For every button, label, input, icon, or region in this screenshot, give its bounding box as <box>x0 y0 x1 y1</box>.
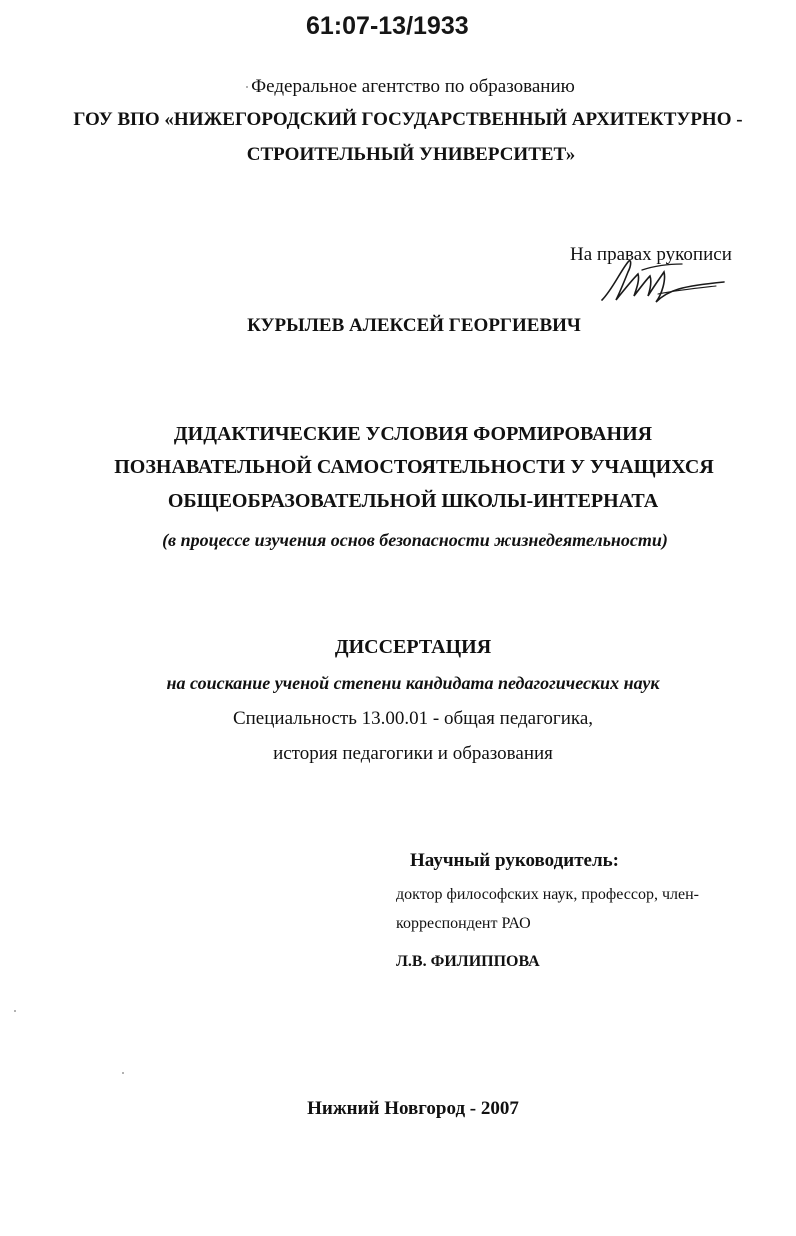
degree-statement: на соискание ученой степени кандидата педагогических наук <box>166 673 660 693</box>
document-type: ДИССЕРТАЦИЯ <box>334 636 492 658</box>
supervisor-label: Научный руководитель: <box>410 850 619 871</box>
specialty-line1: Специальность 13.00.01 - общая педагогика, <box>232 708 594 729</box>
author-name: КУРЫЛЕВ АЛЕКСЕЙ ГЕОРГИЕВИЧ <box>247 315 581 336</box>
archive-number: 61:07-13/1933 <box>306 12 469 40</box>
supervisor-title-line1: доктор философских наук, профессор, член- <box>396 886 699 903</box>
university-name-line1: ГОУ ВПО «НИЖЕГОРОДСКИЙ ГОСУДАРСТВЕННЫЙ АРХИТЕКТУРНО - <box>73 109 743 130</box>
dissertation-title-line3: ОБЩЕОБРАЗОВАТЕЛЬНОЙ ШКОЛЫ-ИНТЕРНАТА <box>167 490 659 512</box>
dissertation-subtitle: (в процессе изучения основ безопасности жизнедеятельности) <box>162 530 668 550</box>
agency-name: Федеральное агентство по образованию <box>251 76 575 97</box>
dissertation-title-line1: ДИДАКТИЧЕСКИЕ УСЛОВИЯ ФОРМИРОВАНИЯ <box>173 423 653 445</box>
supervisor-title-line2: корреспондент РАО <box>396 915 531 932</box>
handwritten-signature <box>598 250 728 310</box>
manuscript-rights-note: На правах рукописи <box>570 244 732 265</box>
scan-speck <box>14 1010 16 1012</box>
dissertation-title-line2: ПОЗНАВАТЕЛЬНОЙ САМОСТОЯТЕЛЬНОСТИ У УЧАЩИХСЯ <box>114 456 714 478</box>
scan-speck <box>122 1072 124 1074</box>
scan-speck <box>246 86 248 88</box>
university-name-line2: СТРОИТЕЛЬНЫЙ УНИВЕРСИТЕТ» <box>246 144 576 165</box>
city-year: Нижний Новгород - 2007 <box>307 1098 519 1119</box>
supervisor-name: Л.В. ФИЛИППОВА <box>396 953 540 970</box>
specialty-line2: история педагогики и образования <box>273 743 553 764</box>
